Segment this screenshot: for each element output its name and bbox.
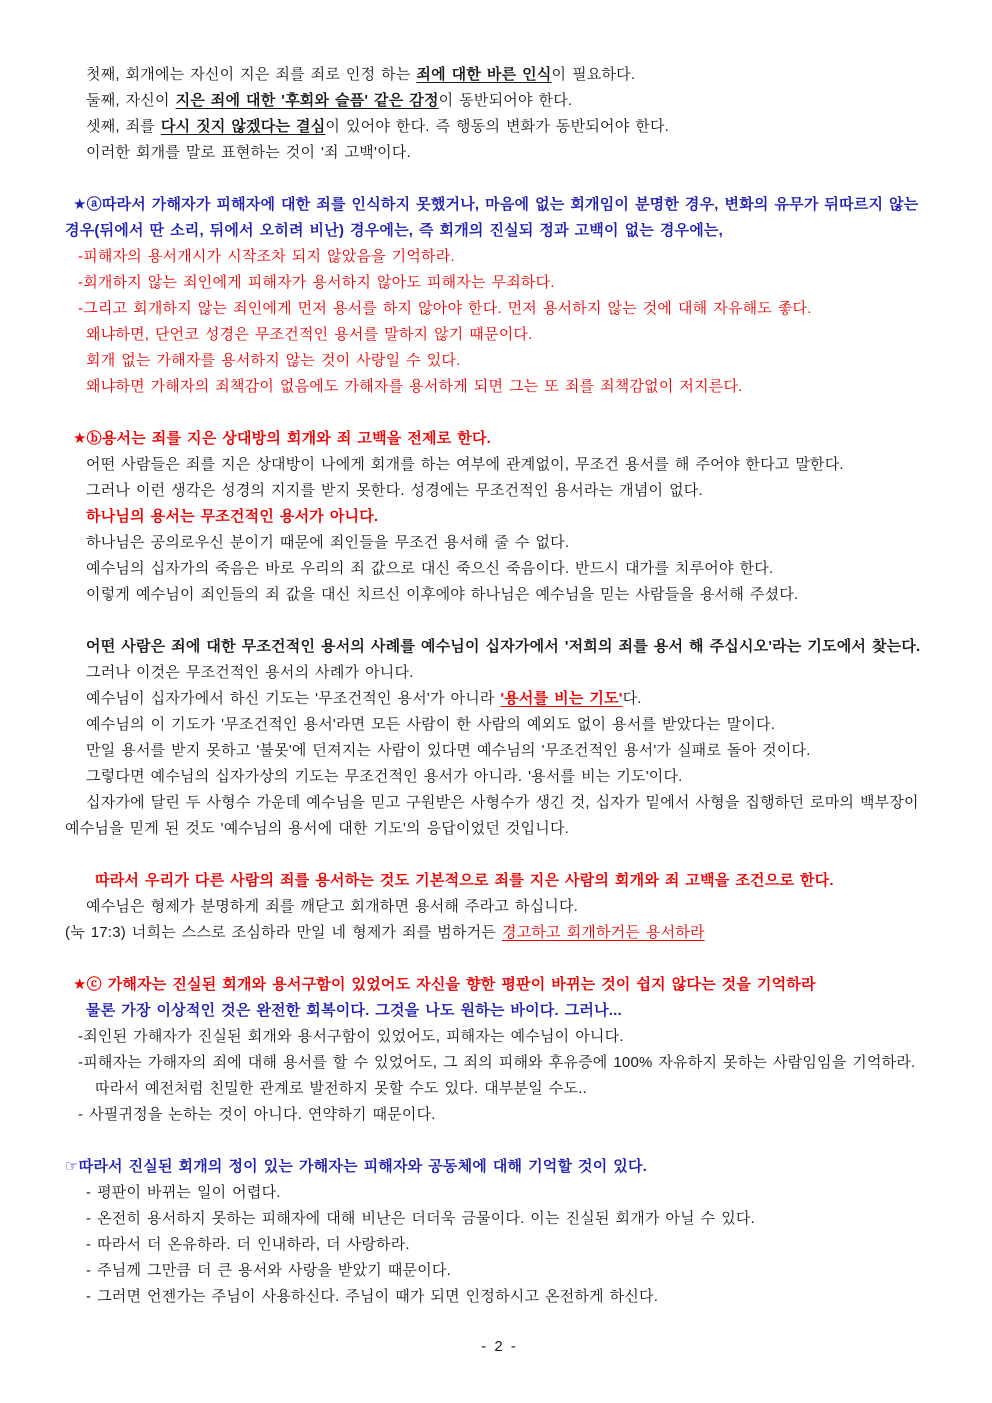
- text-segment: 둘째, 자신이: [86, 92, 176, 109]
- document-body: [65, 62, 932, 1310]
- text-segment: -피해자는 가해자의 죄에 대해 용서를 할 수 있었어도, 그 죄의 피해와 후유증에 100% 자유하지 못하는 사람임임을 기억하라.: [78, 1054, 916, 1071]
- text-line: [78, 270, 932, 296]
- text-segment: 다시 짓지 않겠다는 결심: [160, 118, 326, 135]
- text-segment: 물론 가장 이상적인 것은 완전한 회복이다. 그것을 나도 원하는 바이다. 그러나...: [86, 1002, 622, 1019]
- text-line: [86, 452, 932, 478]
- text-line: [65, 192, 932, 244]
- text-line: [65, 920, 932, 946]
- text-line: [73, 426, 932, 452]
- text-segment: 하나님의 용서는 무조건적인 용서가 아니다.: [86, 508, 379, 525]
- text-segment: 그러나 이런 생각은 성경의 지지를 받지 못한다. 성경에는 무조건적인 용서라는 개념이 없다.: [86, 482, 703, 499]
- text-line: [86, 322, 932, 348]
- text-segment: 예수님이 십자가에서 하신 기도는 '무조건적인 용서'가 아니라: [86, 690, 501, 707]
- text-segment: 그러나 이것은 무조건적인 용서의 사례가 아니다.: [86, 664, 414, 681]
- text-segment: ★ⓑ용서는 죄를 지은 상대방의 회개와 죄 고백을 전제로 한다.: [73, 430, 492, 447]
- text-line: [86, 738, 932, 764]
- text-segment: (눅 17:3) 너희는 스스로 조심하라 만일 네 형제가 죄를 범하거든: [65, 924, 502, 941]
- text-segment: 하나님은 공의로우신 분이기 때문에 죄인들을 무조건 용서해 줄 수 없다.: [86, 534, 570, 551]
- text-segment: 어떤 사람들은 죄를 지은 상대방이 나에게 회개를 하는 여부에 관계없이, 무조건 용서를 해 주어야 한다고 말한다.: [86, 456, 844, 473]
- text-segment: 왜냐하면 가해자의 죄책감이 없음에도 가해자를 용서하게 되면 그는 또 죄를 죄책감없이 저지른다.: [86, 378, 743, 395]
- text-segment: -피해자의 용서개시가 시작조차 되지 않았음을 기억하라.: [78, 248, 455, 265]
- text-segment: 왜냐하면, 단언코 성경은 무조건적인 용서를 말하지 않기 때문이다.: [86, 326, 533, 343]
- text-line: [86, 1206, 932, 1232]
- text-segment: - 평판이 바뀌는 일이 어렵다.: [86, 1184, 281, 1201]
- text-line: [86, 374, 932, 400]
- text-segment: -죄인된 가해자가 진실된 회개와 용서구함이 있었어도, 피해자는 예수님이 아니다.: [78, 1028, 624, 1045]
- text-line: [86, 530, 932, 556]
- text-line: [78, 296, 932, 322]
- text-segment: 이 있어야 한다. 즉 행동의 변화가 동반되어야 한다.: [325, 118, 669, 135]
- text-segment: 이러한 회개를 말로 표현하는 것이 '죄 고백'이다.: [86, 144, 411, 161]
- text-line: [78, 244, 932, 270]
- text-segment: 경고하고 회개하거든 용서하라: [501, 924, 705, 941]
- text-line: [78, 1050, 932, 1076]
- text-segment: ★ⓒ 가해자는 진실된 회개와 용서구함이 있었어도 자신을 향한 평판이 바뀌는 것이 쉽지 않다는 것을 기억하라: [73, 976, 816, 993]
- text-segment: '용서를 비는 기도': [500, 690, 623, 707]
- text-line: [86, 88, 932, 114]
- text-segment: -회개하지 않는 죄인에게 피해자가 용서하지 않아도 피해자는 무죄하다.: [78, 274, 555, 291]
- text-segment: 첫째, 회개에는 자신이 지은 죄를 죄로 인정 하는: [86, 66, 417, 83]
- text-segment: 만일 용서를 받지 못하고 '불못'에 던져지는 사람이 있다면 예수님의 '무조건적인 용서'가 실패로 돌아 것이다.: [86, 742, 811, 759]
- text-line: [78, 1102, 932, 1128]
- text-segment: ☞따라서 진실된 회개의 정이 있는 가해자는 피해자와 공동체에 대해 기억할 것이 있다.: [65, 1158, 648, 1175]
- text-segment: 십자가에 달린 두 사형수 가운데 예수님을 믿고 구원받은 사형수가 생긴 것, 십자가 밑에서 사형을 집행하던 로마의 백부장이 예수님을 믿게 된 것도 '예수님의 용서에 대한 기도'의 응답이었던 것입니다.: [65, 794, 919, 837]
- text-line: [78, 1024, 932, 1050]
- text-segment: 지은 죄에 대한 '후회와 슬픔' 같은 감정: [175, 92, 439, 109]
- text-line: [86, 1284, 932, 1310]
- text-segment: 다.: [622, 690, 642, 707]
- text-line: [86, 114, 932, 140]
- text-line: [86, 1232, 932, 1258]
- text-line: [86, 764, 932, 790]
- text-segment: 이 필요하다.: [551, 66, 636, 83]
- text-segment: - 따라서 더 온유하라. 더 인내하라, 더 사랑하라.: [86, 1236, 410, 1253]
- text-segment: 회개 없는 가해자를 용서하지 않는 것이 사랑일 수 있다.: [86, 352, 461, 369]
- text-segment: - 주님께 그만큼 더 큰 용서와 사랑을 받았기 때문이다.: [86, 1262, 451, 1279]
- text-line: [86, 582, 932, 608]
- text-line: [86, 140, 932, 166]
- text-segment: 따라서 예전처럼 친밀한 관계로 발전하지 못할 수도 있다. 대부분일 수도..: [95, 1080, 587, 1097]
- text-segment: - 온전히 용서하지 못하는 피해자에 대해 비난은 더더욱 금물이다. 이는 진실된 회개가 아닐 수 있다.: [86, 1210, 755, 1227]
- text-line: [86, 504, 932, 530]
- text-line: [86, 660, 932, 686]
- page-number: - 2 -: [481, 1338, 516, 1355]
- text-segment: 따라서 우리가 다른 사람의 죄를 용서하는 것도 기본적으로 죄를 지은 사람의 회개와 죄 고백을 조건으로 한다.: [95, 872, 834, 889]
- text-line: [86, 478, 932, 504]
- text-line: [73, 972, 932, 998]
- text-segment: 셋째, 죄를: [86, 118, 161, 135]
- text-line: [65, 1154, 932, 1180]
- text-line: [86, 894, 932, 920]
- text-segment: 그렇다면 예수님의 십자가상의 기도는 무조건적인 용서가 아니라. '용서를 비는 기도'이다.: [86, 768, 683, 785]
- text-line: [86, 62, 932, 88]
- text-line: [86, 998, 932, 1024]
- text-line: [86, 634, 932, 660]
- text-line: [86, 712, 932, 738]
- text-segment: 예수님의 십자가의 죽음은 바로 우리의 죄 값으로 대신 죽으신 죽음이다. 반드시 대가를 치루어야 한다.: [86, 560, 774, 577]
- text-line: [65, 790, 932, 842]
- text-segment: - 그러면 언젠가는 주님이 사용하신다. 주님이 때가 되면 인정하시고 온전하게 하신다.: [86, 1288, 659, 1305]
- text-segment: 이 동반되어야 한다.: [438, 92, 573, 109]
- text-line: [86, 1258, 932, 1284]
- text-segment: -그리고 회개하지 않는 죄인에게 먼저 용서를 하지 않아야 한다. 먼저 용서하지 않는 것에 대해 자유해도 좋다.: [78, 300, 812, 317]
- text-segment: 예수님은 형제가 분명하게 죄를 깨닫고 회개하면 용서해 주라고 하십니다.: [86, 898, 579, 915]
- text-line: [86, 1180, 932, 1206]
- text-segment: 어떤 사람은 죄에 대한 무조건적인 용서의 사례를 예수님이 십자가에서 '저희의 죄를 용서 해 주십시오'라는 기도에서 찾는다.: [86, 638, 921, 655]
- text-line: [86, 348, 932, 374]
- text-line: [95, 1076, 932, 1102]
- text-segment: 죄에 대한 바른 인식: [416, 66, 552, 83]
- text-segment: 예수님의 이 기도가 '무조건적인 용서'라면 모든 사람이 한 사람의 예외도 없이 용서를 받았다는 말이다.: [86, 716, 776, 733]
- text-line: [86, 556, 932, 582]
- text-segment: 이렇게 예수님이 죄인들의 죄 값을 대신 치르신 이후에야 하나님은 예수님을 믿는 사람들을 용서해 주셨다.: [86, 586, 799, 603]
- text-segment: - 사필귀정을 논하는 것이 아니다. 연약하기 때문이다.: [78, 1106, 436, 1123]
- text-line: [95, 868, 932, 894]
- text-segment: ★ⓐ따라서 가해자가 피해자에 대한 죄를 인식하지 못했거나, 마음에 없는 회개임이 분명한 경우, 변화의 유무가 뒤따르지 않는 경우(뒤에서 딴 소리, 뒤에서 오히려 비난) 경우에는, 즉 회개의 진실되 정과 고백이 없는 경우에는,: [65, 196, 919, 239]
- text-line: [86, 686, 932, 712]
